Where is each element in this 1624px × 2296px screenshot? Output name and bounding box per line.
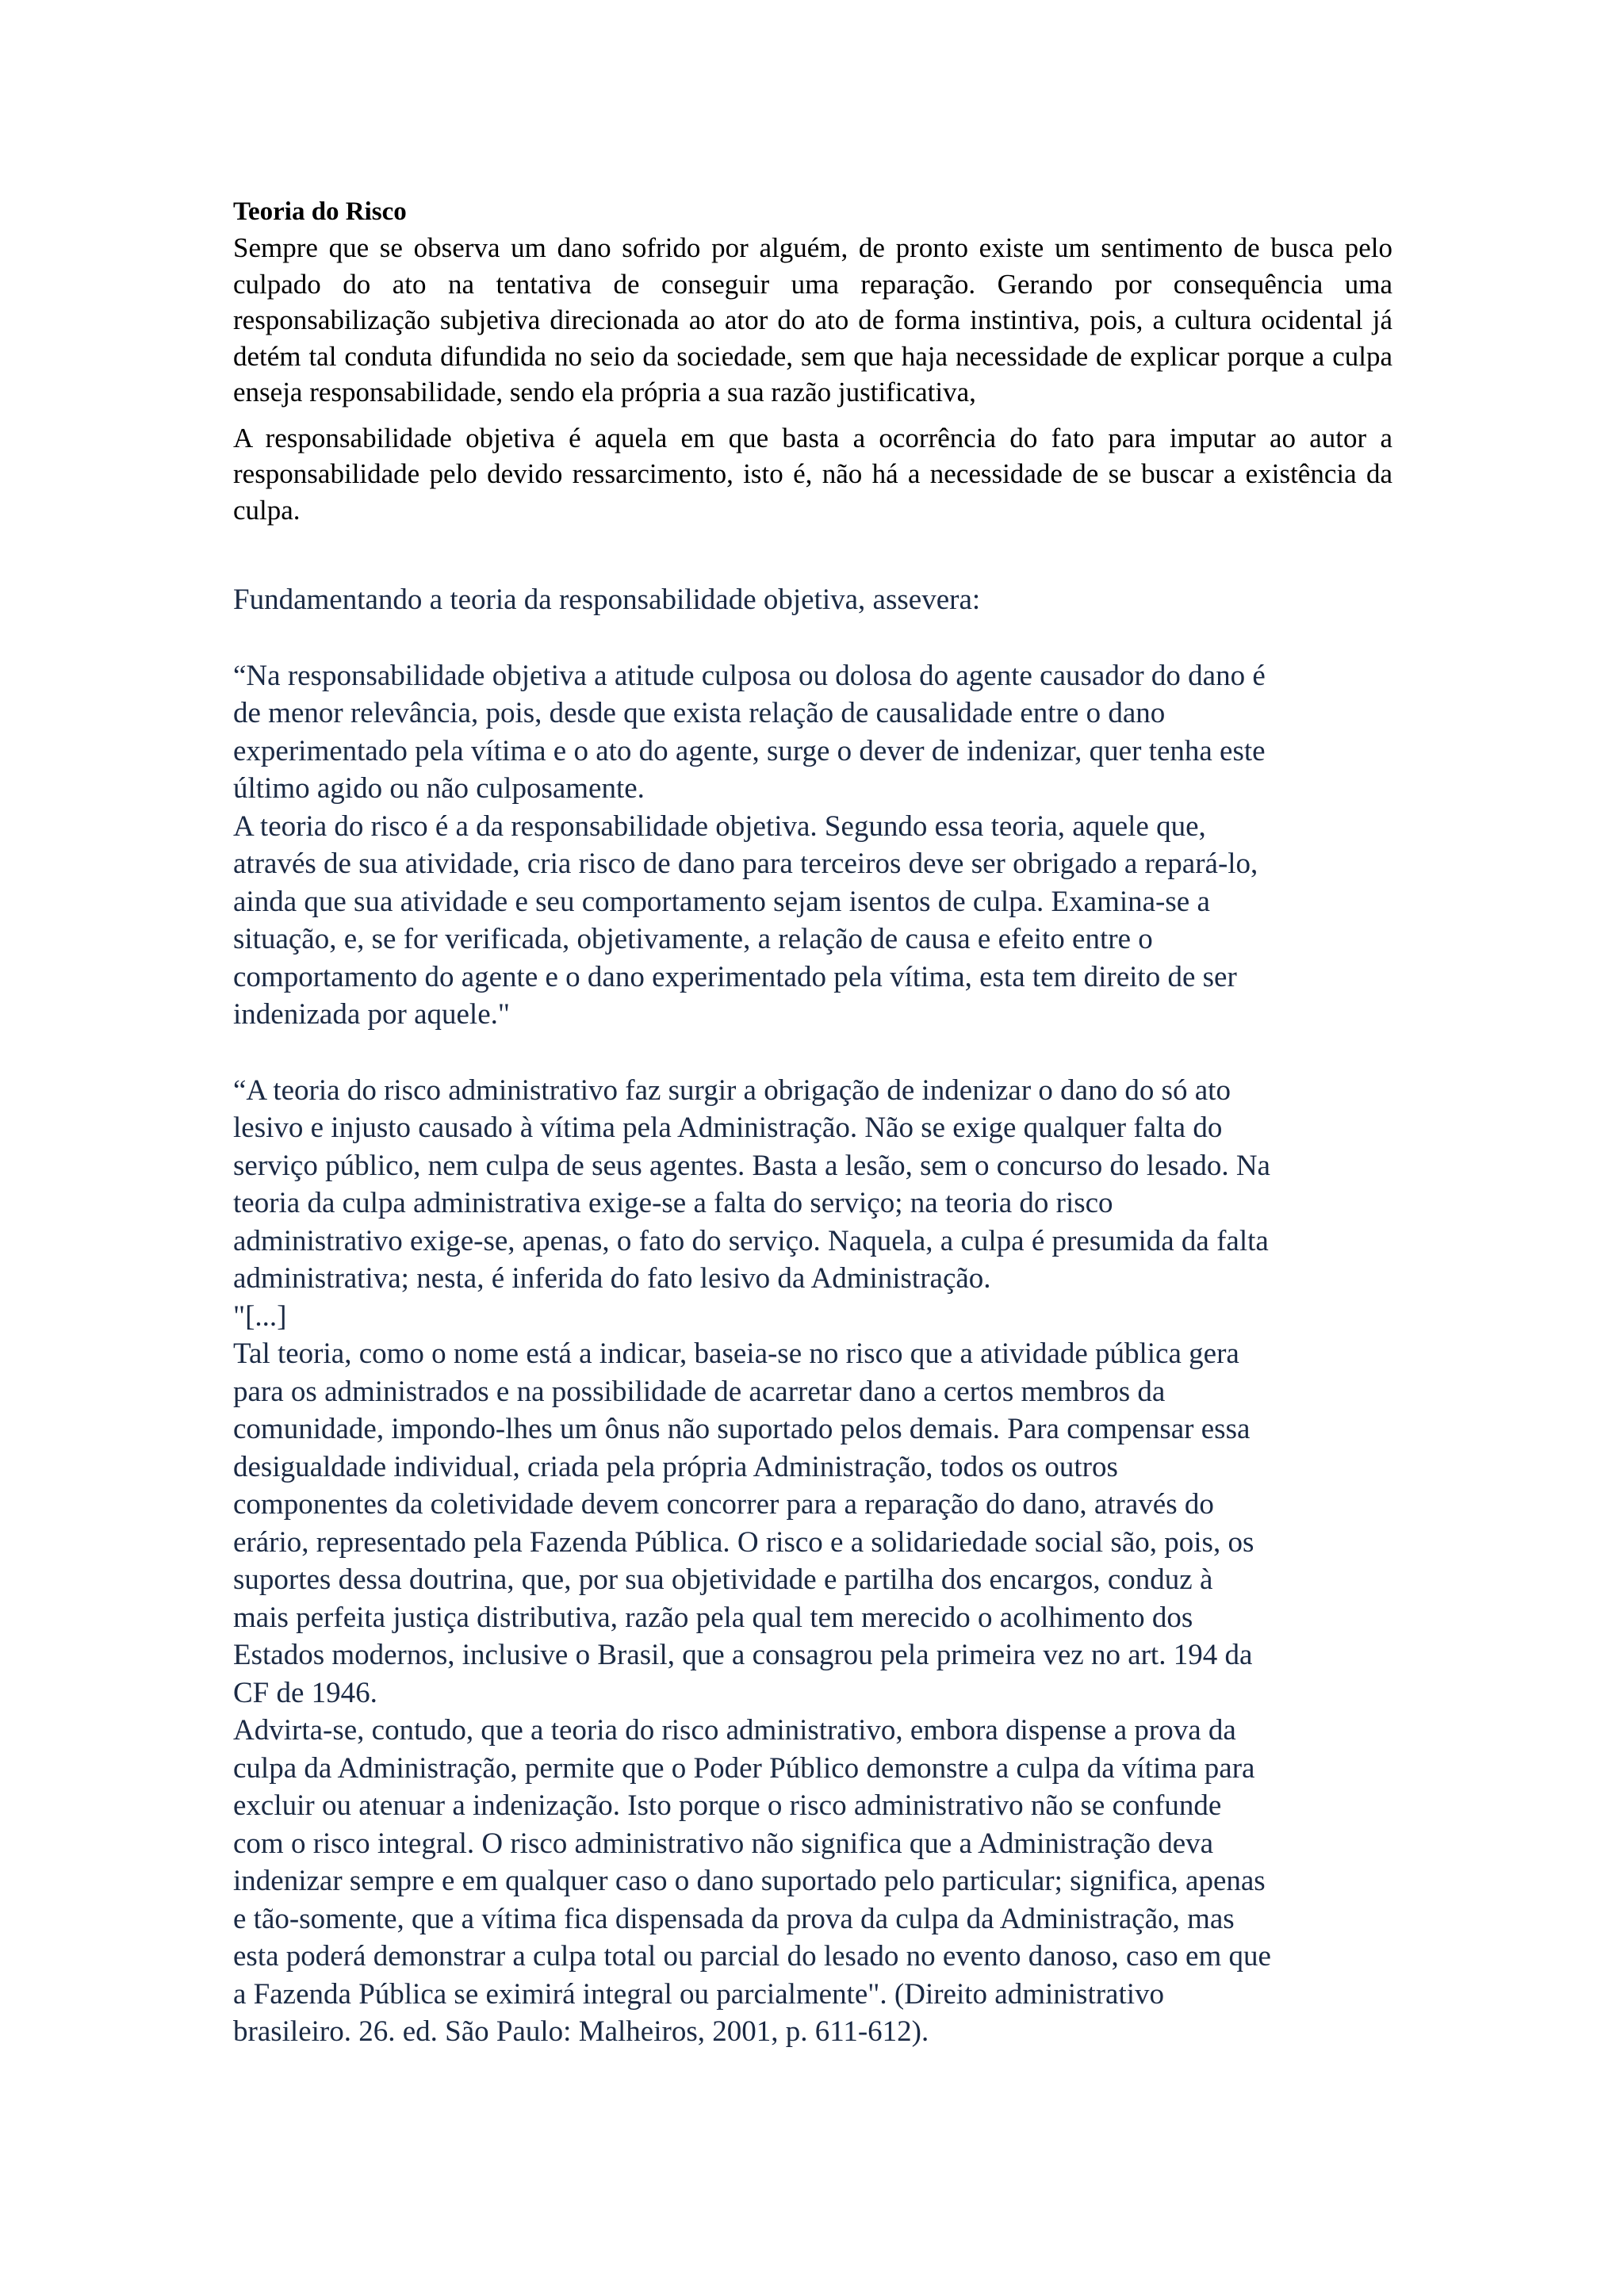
quote-line: Tal teoria, como o nome está a indicar, baseia-se no risco que a atividade pública gera [233,1337,1239,1370]
quote-line: “A teoria do risco administrativo faz surgir a obrigação de indenizar o dano do só ato [233,1073,1231,1107]
quote-line: brasileiro. 26. ed. São Paulo: Malheiros, 2001, p. 611-612). [233,2015,929,2048]
quote-lead-in: Fundamentando a teoria da responsabilidade objetiva, assevera: [233,584,981,616]
quote-line: através de sua atividade, cria risco de dano para terceiros deve ser obrigado a repará-lo, [233,848,1258,880]
document-title: Teoria do Risco [233,197,407,226]
quote-line: administrativo exige-se, apenas, o fato do serviço. Naquela, a culpa é presumida da falta [233,1224,1269,1257]
quote-line: serviço público, nem culpa de seus agentes. Basta a lesão, sem o concurso do lesado. Na [233,1149,1270,1182]
quote-line: “Na responsabilidade objetiva a atitude culposa ou dolosa do agente causador do dano é [233,659,1266,692]
quote-line: indenizada por aquele." [233,998,510,1031]
quote-line: A teoria do risco é a da responsabilidade objetiva. Segundo essa teoria, aquele que, [233,809,1206,843]
quote-line: componentes da coletividade devem concorrer para a reparação do dano, através do [233,1488,1214,1521]
quote-line: para os administrados e na possibilidade de acarretar dano a certos membros da [233,1375,1166,1408]
quote-line: com o risco integral. O risco administrativo não significa que a Administração deva [233,1827,1214,1860]
quote-line: mais perfeita justiça distributiva, razão pela qual tem merecido o acolhimento dos [233,1601,1193,1634]
quote-block-1 [233,657,1392,1034]
quote-line: erário, representado pela Fazenda Pública. O risco e a solidariedade social são, pois, os [233,1525,1254,1559]
quote-line: teoria da culpa administrativa exige-se a falta do serviço; na teoria do risco [233,1187,1113,1219]
quote-line: situação, e, se for verificada, objetivamente, a relação de causa e efeito entre o [233,923,1153,955]
quote-line: experimentado pela vítima e o ato do agente, surge o dever de indenizar, quer tenha este [233,734,1266,767]
quote-line: comportamento do agente e o dano experimentado pela vítima, esta tem direito de ser [233,960,1237,993]
document-page [233,193,1392,2051]
quote-line: comunidade, impondo-lhes um ônus não suportado pelos demais. Para compensar essa [233,1413,1251,1445]
quote-line: esta poderá demonstrar a culpa total ou parcial do lesado no evento danoso, caso em que [233,1940,1271,1973]
quote-line: culpa da Administração, permite que o Poder Público demonstre a culpa da vítima para [233,1751,1255,1785]
quote-line: último agido ou não culposamente. [233,772,645,805]
quote-line: a Fazenda Pública se eximirá integral ou parcialmente". (Direito administrativo [233,1977,1165,2011]
quote-line: Estados modernos, inclusive o Brasil, que a consagrou pela primeira vez no art. 194 da [233,1639,1253,1671]
quote-line: CF de 1946. [233,1676,377,1709]
quote-line: Advirta-se, contudo, que a teoria do risco administrativo, embora dispense a prova da [233,1714,1236,1747]
quote-line: e tão-somente, que a vítima fica dispensada da prova da culpa da Administração, mas [233,1902,1235,1935]
quote-line: desigualdade individual, criada pela própria Administração, todos os outros [233,1450,1118,1483]
quote-line: indenizar sempre e em qualquer caso o dano suportado pelo particular; significa, apenas [233,1865,1266,1897]
quote-line: suportes dessa doutrina, que, por sua objetividade e partilha dos encargos, conduz à [233,1563,1213,1596]
quote-line: "[...] [233,1299,287,1333]
paragraph-objective-responsibility: A responsabilidade objetiva é aquela em que basta a ocorrência do fato para imputar ao autor a responsabilidade pelo devido ressarcimento, isto é, não há a necessidade de se buscar a existência da culpa. [233,422,1392,526]
quote-line: de menor relevância, pois, desde que exista relação de causalidade entre o dano [233,697,1166,729]
quote-block-2 [233,1072,1392,2051]
paragraph-intro: Sempre que se observa um dano sofrido por alguém, de pronto existe um sentimento de busca pelo culpado do ato na tentativa de conseguir uma reparação. Gerando por consequência uma responsabilização subjetiva direcionada ao ator do ato de forma instintiva, pois, a cultura ocidental já detém tal conduta difundida no seio da sociedade, sem que haja necessidade de explicar porque a culpa enseja responsabilidade, sendo ela própria a sua razão justificativa, [233,232,1392,408]
quote-line: excluir ou atenuar a indenização. Isto porque o risco administrativo não se confunde [233,1789,1222,1822]
quote-line: ainda que sua atividade e seu comportamento sejam isentos de culpa. Examina-se a [233,885,1210,918]
quote-line: lesivo e injusto causado à vítima pela Administração. Não se exige qualquer falta do [233,1112,1223,1144]
quote-line: administrativa; nesta, é inferida do fato lesivo da Administração. [233,1262,991,1295]
